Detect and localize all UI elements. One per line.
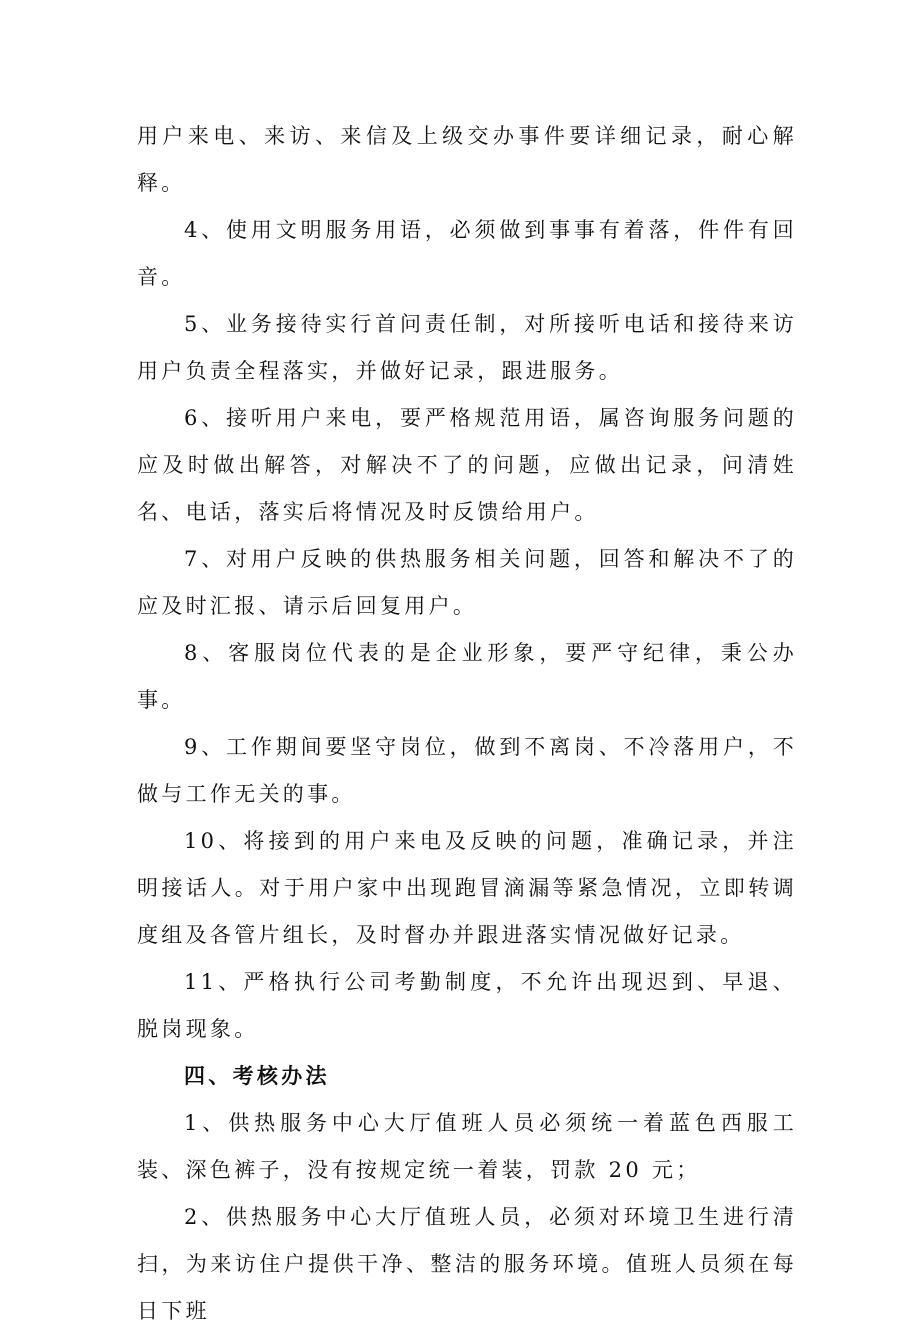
paragraph-continuation: 用户来电、来访、来信及上级交办事件要详细记录，耐心解释。 <box>137 124 797 195</box>
paragraph-item-9: 9、工作期间要坚守岗位，做到不离岗、不冷落用户，不做与工作无关的事。 <box>137 735 797 806</box>
paragraph-item-4: 4、使用文明服务用语，必须做到事事有着落，件件有回音。 <box>137 218 797 289</box>
paragraph-item-10: 10、将接到的用户来电及反映的问题，准确记录，并注明接话人。对于用户家中出现跑冒滴漏等紧急情况，立即转调度组及各管片组长，及时督办并跟进落实情况做好记录。 <box>137 829 797 947</box>
assessment-item-1: 1、供热服务中心大厅值班人员必须统一着蓝色西服工装、深色裤子，没有按规定统一着装，罚款 20 元； <box>137 1111 797 1182</box>
assessment-item-2: 2、供热服务中心大厅值班人员，必须对环境卫生进行清扫，为来访住户提供干净、整洁的服务环境。值班人员须在每日下班 <box>137 1205 797 1323</box>
paragraph-item-7: 7、对用户反映的供热服务相关问题，回答和解决不了的应及时汇报、请示后回复用户。 <box>137 547 797 618</box>
paragraph-item-5: 5、业务接待实行首问责任制，对所接听电话和接待来访用户负责全程落实，并做好记录，跟进服务。 <box>137 312 797 383</box>
paragraph-item-11: 11、严格执行公司考勤制度，不允许出现迟到、早退、脱岗现象。 <box>137 970 797 1041</box>
section-heading: 四、考核办法 <box>184 1064 330 1088</box>
document-body <box>137 113 797 1335</box>
paragraph-item-6: 6、接听用户来电，要严格规范用语，属咨询服务问题的应及时做出解答，对解决不了的问题，应做出记录，问清姓名、电话，落实后将情况及时反馈给用户。 <box>137 406 797 524</box>
paragraph-item-8: 8、客服岗位代表的是企业形象，要严守纪律，秉公办事。 <box>137 641 797 712</box>
